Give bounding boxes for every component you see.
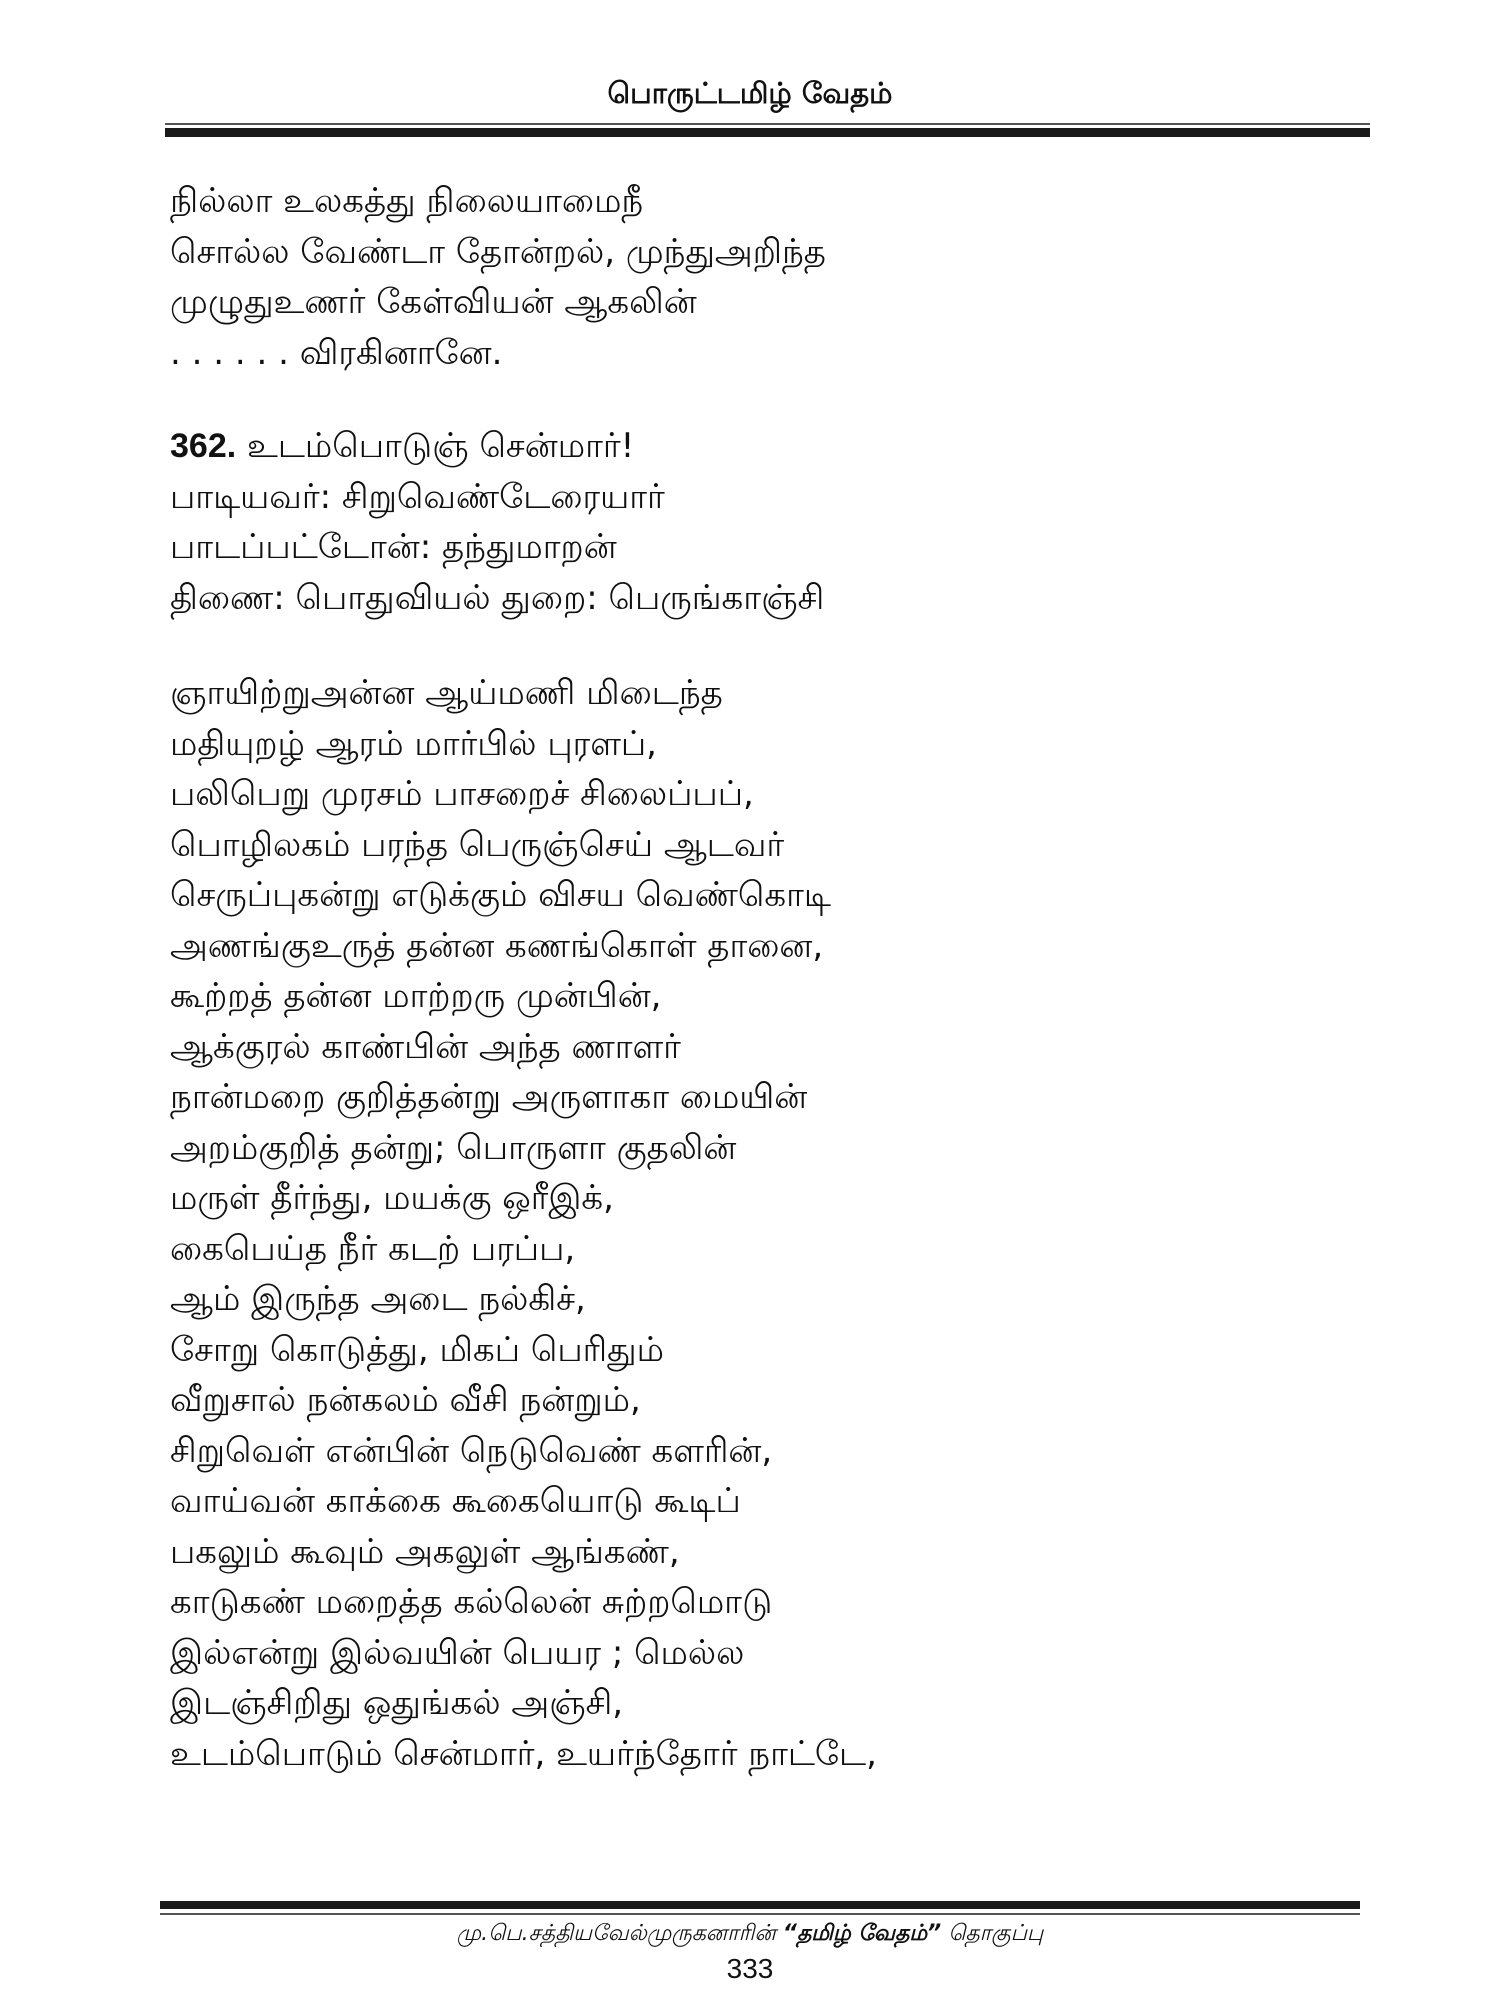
poem-line: வாய்வன் காக்கை கூகையொடு கூடிப் (170, 1481, 741, 1521)
poem-line: பலிபெறு முரசம் பாசறைச் சிலைப்பப், (170, 774, 754, 814)
poem-author: பாடியவர்: சிறுவெண்டேரையார் (170, 476, 665, 517)
poem-title-line (170, 421, 824, 472)
footer-rule (160, 1901, 1360, 1909)
verse-line: நில்லா உலகத்து நிலையாமைநீ (170, 181, 644, 221)
collection-prefix: மு.பெ.சத்தியவேல்முருகனாரின் (456, 1921, 783, 1946)
collection-title: “தமிழ் வேதம்” (782, 1921, 942, 1946)
poem-line: சோறு கொடுத்து, மிகப் பெரிதும் (170, 1329, 664, 1370)
poem-line: காடுகண் மறைத்த கல்லென் சுற்றமொடு (170, 1582, 773, 1622)
poem-line: ஆக்குரல் காண்பின் அந்த ணாளர் (170, 1026, 681, 1067)
header-rule (165, 128, 1370, 137)
poem-line: மதியுறழ் ஆரம் மார்பில் புரளப், (170, 723, 657, 764)
collection-suffix: தொகுப்பு (941, 1921, 1044, 1946)
poem-line: சிறுவெள் என்பின் நெடுவெண் களரின், (170, 1430, 773, 1471)
verse-line: சொல்ல வேண்டா தோன்றல், முந்துஅறிந்த (170, 231, 826, 272)
footer-collection-note (0, 1921, 1500, 1949)
poem-body (170, 668, 877, 1779)
verse-line: முழுதுஉணர் கேள்வியன் ஆகலின் (170, 282, 697, 322)
poem-line: இடஞ்சிறிது ஒதுங்கல் அஞ்சி, (170, 1683, 624, 1723)
poem-line: வீறுசால் நன்கலம் வீசி நன்றும், (170, 1380, 641, 1420)
poem-line: பொழிலகம் பரந்த பெருஞ்செய் ஆடவர் (170, 824, 785, 865)
footer-rule-thin (160, 1913, 1360, 1915)
poem-line: மருள் தீர்ந்து, மயக்கு ஒரீஇக், (170, 1178, 614, 1218)
poem-line: கைபெய்த நீர் கடற் பரப்ப, (170, 1228, 576, 1269)
poem-line: செருப்புகன்று எடுக்கும் விசய வெண்கொடி (170, 875, 831, 915)
poem-heading (170, 421, 824, 623)
poem-line: பகலும் கூவும் அகலுள் ஆங்கண், (170, 1531, 680, 1572)
poem-number: 362. (170, 427, 237, 465)
poem-title: உடம்பொடுஞ் சென்மார்! (247, 426, 635, 466)
running-title: பொருட்டமிழ் வேதம் (607, 76, 893, 110)
poem-line: நான்மறை குறித்தன்று அருளாகா மையின் (170, 1077, 808, 1117)
poem-line: அணங்குஉருத் தன்ன கணங்கொள் தானை, (170, 925, 824, 966)
poem-subject: பாடப்பட்டோன்: தந்துமாறன் (170, 527, 617, 567)
poem-line: உடம்பொடும் சென்மார், உயர்ந்தோர் நாட்டே, (170, 1733, 877, 1774)
verse-line: . . . . . . விரகினானே. (170, 332, 503, 373)
header-rule-thin (165, 123, 1370, 125)
intro-verse (170, 176, 826, 378)
poem-line: கூற்றத் தன்ன மாற்றரு முன்பின், (170, 976, 662, 1016)
poem-classification: திணை: பொதுவியல் துறை: பெருங்காஞ்சி (170, 577, 825, 618)
poem-line: இல்என்று இல்வயின் பெயர ; மெல்ல (170, 1632, 745, 1673)
page-number: 333 (726, 1953, 774, 1984)
poem-line: அறம்குறித் தன்று; பொருளா குதலின் (170, 1127, 737, 1168)
poem-line: ஆம் இருந்த அடை நல்கிச், (170, 1279, 586, 1319)
poem-line: ஞாயிற்றுஅன்ன ஆய்மணி மிடைந்த (170, 673, 723, 713)
